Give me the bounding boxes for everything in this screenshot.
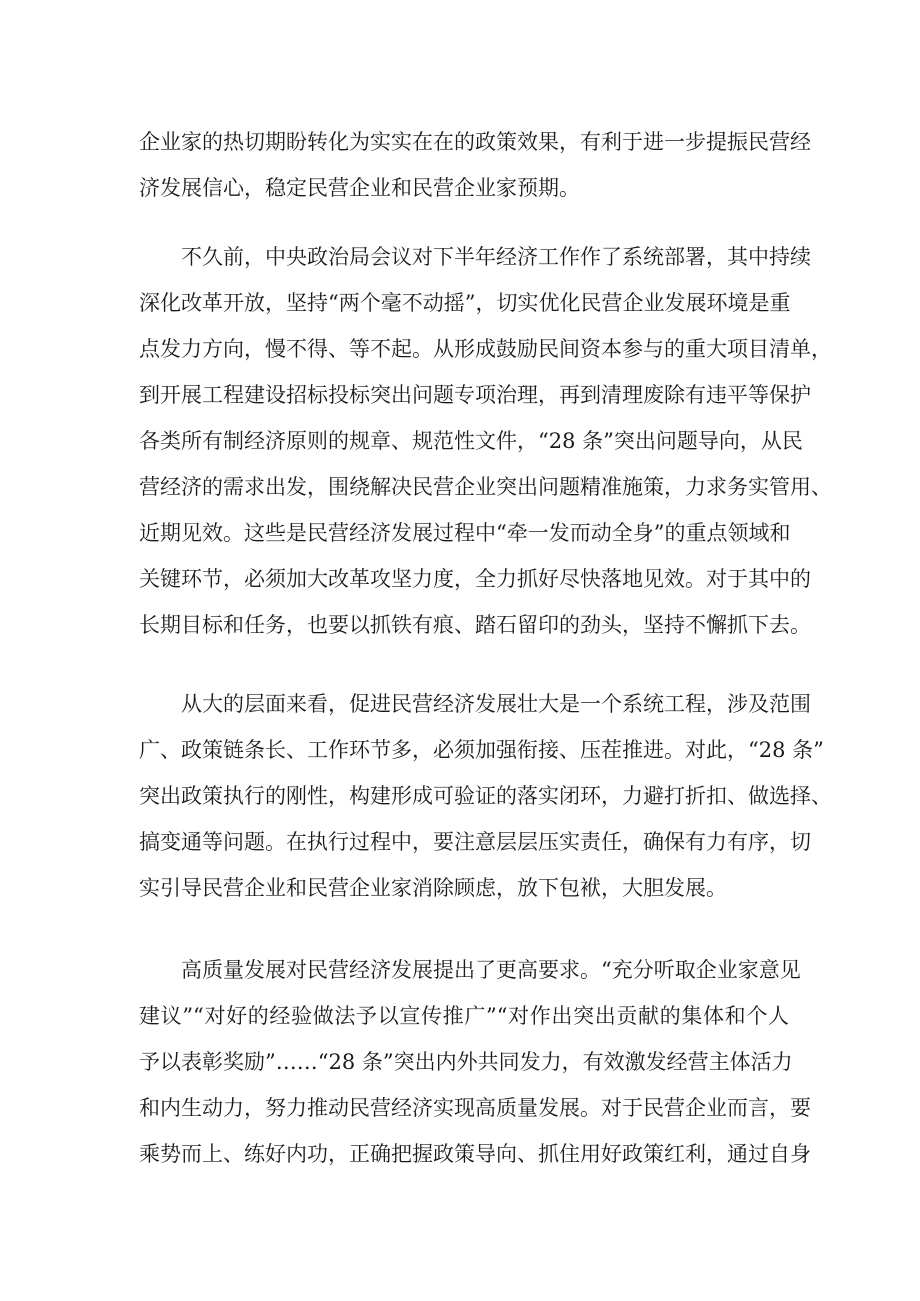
text-line: 点发力方向，慢不得、等不起。从形成鼓励民间资本参与的重大项目清单， bbox=[139, 337, 832, 361]
text-line: 长期目标和任务，也要以抓铁有痕、踏石留印的劲头，坚持不懈抓下去。 bbox=[139, 613, 811, 637]
text-line: 乘势而上、练好内功，正确把握政策导向、抓住用好政策红利，通过自身 bbox=[139, 1142, 811, 1166]
text-line: 深化改革开放，坚持“两个毫不动摇”，切实优化民营企业发展环境是重 bbox=[139, 291, 791, 315]
text-line: 高质量发展对民营经济发展提出了更高要求。“充分听取企业家意见 bbox=[139, 958, 801, 982]
text-line: 近期见效。这些是民营经济发展过程中“牵一发而动全身”的重点领域和 bbox=[139, 521, 791, 545]
text-line: 予以表彰奖励”……“28 条”突出内外共同发力，有效激发经营主体活力 bbox=[139, 1050, 793, 1074]
text-line: 从大的层面来看，促进民营经济发展壮大是一个系统工程，涉及范围 bbox=[139, 692, 811, 716]
paragraph-3 bbox=[139, 681, 832, 911]
paragraph-1 bbox=[139, 119, 811, 211]
text-line: 营经济的需求出发，围绕解决民营企业突出问题精准施策，力求务实管用、 bbox=[139, 475, 832, 499]
text-line: 建议”“对好的经验做法予以宣传推广”“对作出突出贡献的集体和个人 bbox=[139, 1004, 789, 1028]
text-line: 济发展信心，稳定民营企业和民营企业家预期。 bbox=[139, 176, 580, 200]
paragraph-4 bbox=[139, 947, 811, 1177]
text-line: 到开展工程建设招标投标突出问题专项治理，再到清理废除有违平等保护 bbox=[139, 383, 811, 407]
paragraph-2 bbox=[139, 234, 832, 648]
text-line: 企业家的热切期盼转化为实实在在的政策效果，有利于进一步提振民营经 bbox=[139, 130, 811, 154]
text-line: 和内生动力，努力推动民营经济实现高质量发展。对于民营企业而言，要 bbox=[139, 1096, 811, 1120]
text-line: 广、政策链条长、工作环节多，必须加强衔接、压茬推进。对此，“28 条” bbox=[139, 738, 824, 762]
text-line: 各类所有制经济原则的规章、规范性文件，“28 条”突出问题导向，从民 bbox=[139, 429, 803, 453]
text-line: 关键环节，必须加大改革攻坚力度，全力抓好尽快落地见效。对于其中的 bbox=[139, 567, 811, 591]
text-line: 搞变通等问题。在执行过程中，要注意层层压实责任，确保有力有序，切 bbox=[139, 830, 811, 854]
text-line: 实引导民营企业和民营企业家消除顾虑，放下包袱，大胆发展。 bbox=[139, 876, 727, 900]
text-line: 突出政策执行的刚性，构建形成可验证的落实闭环，力避打折扣、做选择、 bbox=[139, 784, 832, 808]
text-line: 不久前，中央政治局会议对下半年经济工作作了系统部署，其中持续 bbox=[139, 245, 811, 269]
